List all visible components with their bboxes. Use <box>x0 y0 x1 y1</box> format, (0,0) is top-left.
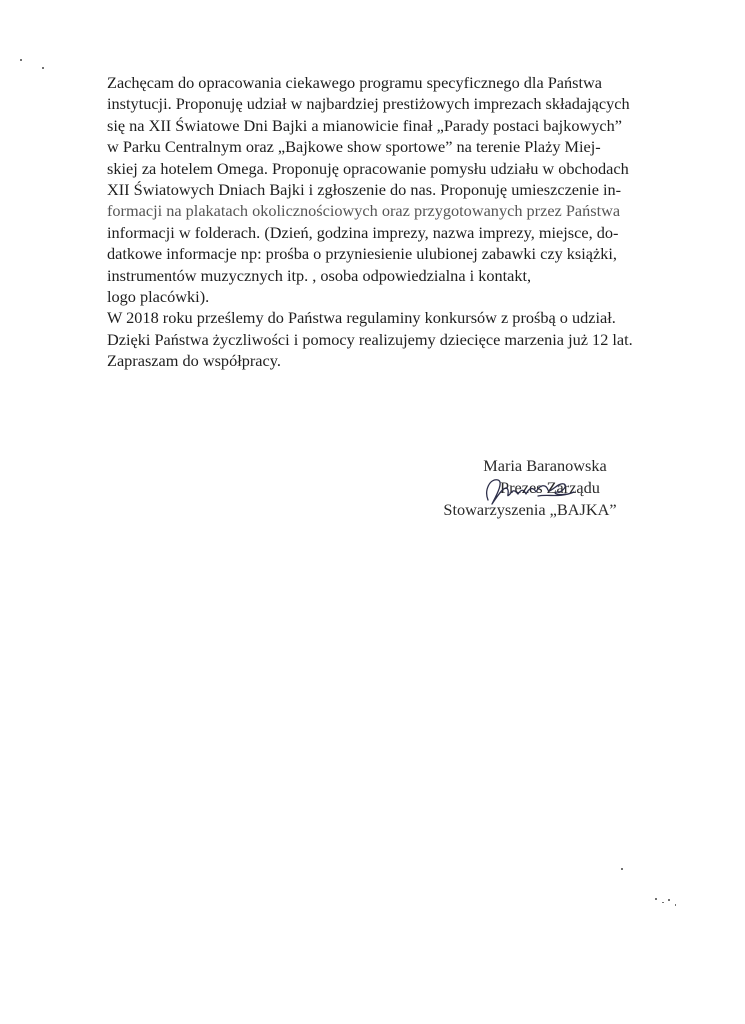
letter-line: instytucji. Proponuję udział w najbardziej prestiżowych imprezach składających <box>107 94 630 114</box>
letter-line: Dzięki Państwa życzliwości i pomocy realizujemy dziecięce marzenia już 12 lat. <box>107 329 633 349</box>
letter-line: formacji na plakatach okolicznościowych oraz przygotowanych przez Państwa <box>107 201 621 221</box>
signer-role: Prezes Zarządu <box>500 478 600 497</box>
letter-line: instrumentów muzycznych itp. , osoba odpowiedzialna i kontakt, <box>107 265 532 285</box>
letter-line: logo placówki). <box>107 287 210 307</box>
scan-speck <box>668 899 670 901</box>
letter-line: się na XII Światowe Dni Bajki a mianowicie finał „Parady postaci bajkowych” <box>107 115 622 135</box>
letter-line: Zachęcam do opracowania ciekawego programu specyficznego dla Państwa <box>107 73 603 92</box>
scan-speck <box>675 904 676 906</box>
letter-line: skiej za hotelem Omega. Proponuję opracowanie pomysłu udziału w obchodach <box>107 158 629 178</box>
letter-line: XII Światowych Dniach Bajki i zgłoszenie do nas. Proponuję umieszczenie in- <box>107 180 622 200</box>
letter-line: informacji w folderach. (Dzień, godzina imprezy, nazwa imprezy, miejsce, do- <box>107 222 619 242</box>
scan-speck <box>20 59 22 61</box>
scan-speck <box>662 902 664 903</box>
letter-line: w Parku Centralnym oraz „Bajkowe show sportowe” na terenie Plaży Miej- <box>107 137 601 157</box>
letter-line: Zapraszam do współpracy. <box>107 351 281 371</box>
scan-speck <box>42 67 44 69</box>
letter-line: W 2018 roku prześlemy do Państwa regulaminy konkursów z prośbą o udział. <box>107 308 616 328</box>
handwritten-signature-icon <box>478 470 578 510</box>
letter-body <box>107 72 667 372</box>
scan-speck <box>655 898 657 900</box>
signer-name: Maria Baranowska <box>483 456 607 475</box>
signer-organization: Stowarzyszenia „BAJKA” <box>443 500 617 519</box>
letter-line: datkowe informacje np: prośba o przyniesienie ulubionej zabawki czy książki, <box>107 244 617 264</box>
scan-speck <box>621 868 623 870</box>
